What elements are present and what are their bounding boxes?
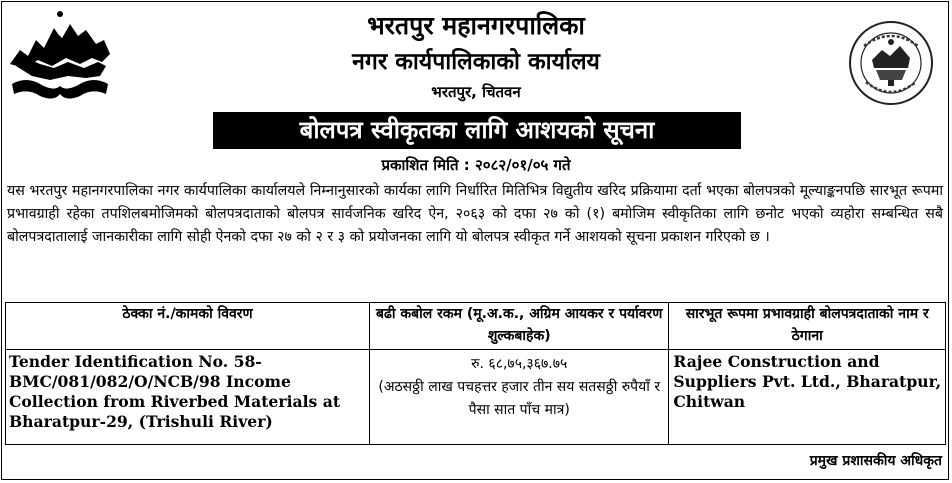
header-contractor: सारभूत रूपमा प्रभावग्राही बोलपत्रदाताको नाम र ठेगाना [669, 303, 946, 350]
notice-title: बोलपत्र स्वीकृतका लागि आशयको सूचना [213, 112, 741, 149]
bid-amount-words: (अठसठ्ठी लाख पचहत्तर हजार तीन सय सतसठ्ठी रुपैयाँ र पैसा सात पाँच मात्र) [378, 379, 661, 418]
bid-amount: रु. ६८,७५,३६७.७५ [471, 356, 568, 372]
table-header-row [6, 303, 946, 350]
bid-amount-cell [370, 350, 669, 445]
table-row [6, 350, 946, 445]
organization-name: भरतपुर महानगरपालिका [367, 11, 585, 40]
header-tender: ठेक्का नं./कामको विवरण [6, 303, 370, 350]
notice-body: यस भरतपुर महानगरपालिका नगर कार्यपालिका कार्यालयले निम्नानुसारको कार्यका लागि निर्धारित मितिभित्र विद्युतीय खरिद प्रक्रियामा दर्ता भएका बोलपत्रको मूल्याङ्कनपछि सारभूत रूपमा प्रभावग्राही रहेका तपशिलबमोजिमको बोलपत्रदाताको बोलपत्र सार्वजनिक खरिद ऐन, २०६३ को दफा २७ को (१) बमोजिम स्वीकृतिका लागि छनोट भएको व्यहोरा सम्बन्धित सबै बोलपत्रदातालाई जानकारीका लागि सोही ऐनको दफा २७ को २ र ३ को प्रयोजनका लागि यो बोलपत्र स्वीकृत गर्ने आशयको सूचना प्रकाशन गरिएको छ । [7, 183, 943, 245]
header-amount: बढी कबोल रकम (मू.अ.क., अग्रिम आयकर र पर्यावरण शुल्कबाहेक) [370, 303, 669, 350]
published-date: प्रकाशित मिति : २०८२/०१/०५ गते [381, 156, 571, 174]
office-location: भरतपुर, चितवन [431, 83, 521, 101]
tender-description: Tender Identification No. 58-BMC/081/082/O/NCB/98 Income Collection from Riverbed Materials at Bharatpur-29, (Trishuli River) [6, 350, 370, 445]
signatory-title: प्रमुख प्रशासकीय अधिकृत [809, 453, 942, 469]
contractor-name-address: Rajee Construction and Suppliers Pvt. Ltd., Bharatpur, Chitwan [669, 350, 946, 445]
office-name: नगर कार्यपालिकाको कार्यालय [352, 49, 600, 75]
award-table [5, 302, 946, 445]
